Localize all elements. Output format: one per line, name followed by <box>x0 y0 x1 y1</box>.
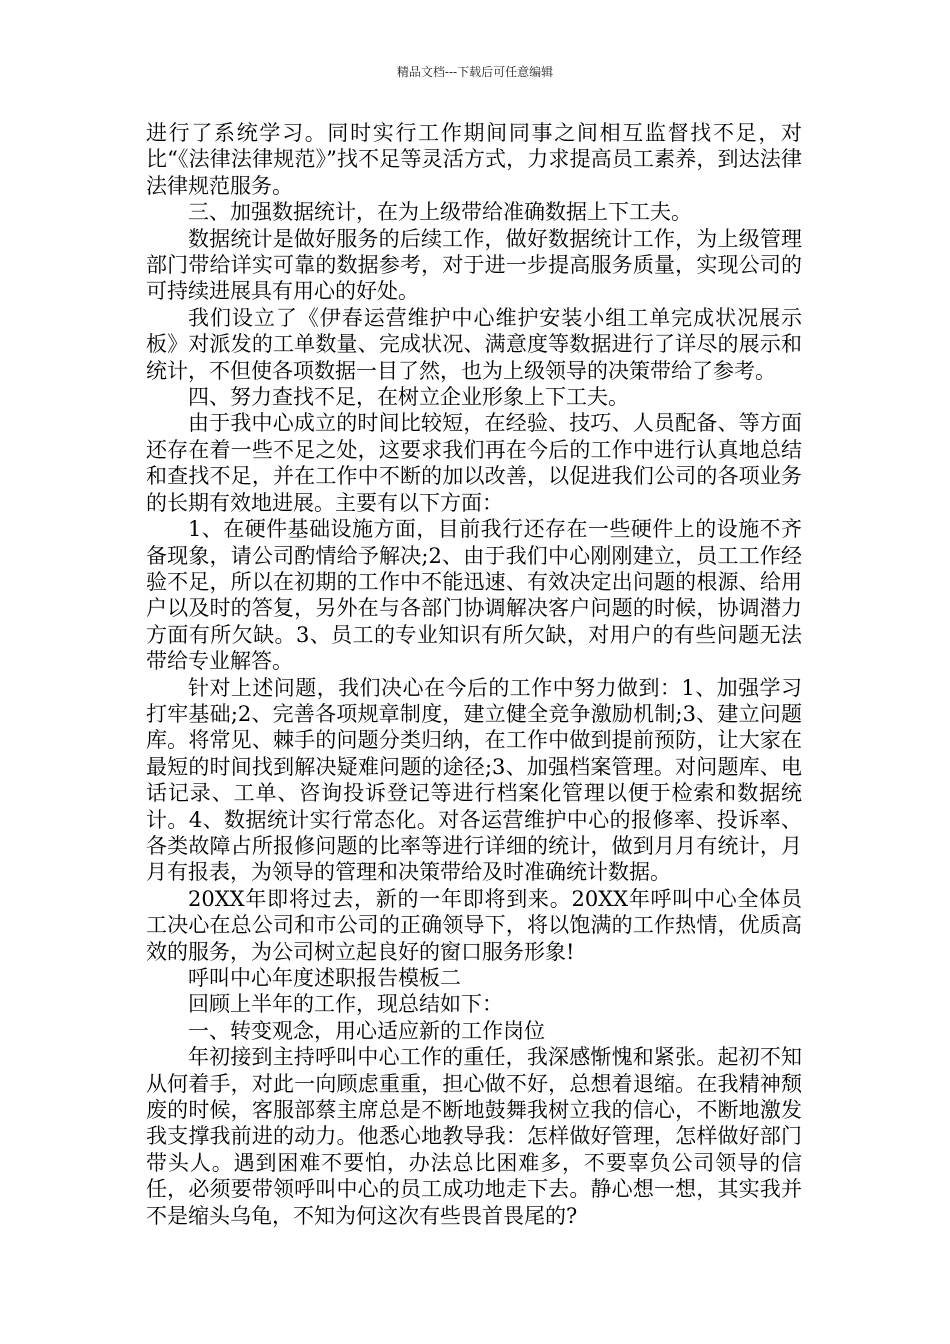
paragraph: 20XX年即将过去，新的一年即将到来。20XX年呼叫中心全体员工决心在总公司和市公司的正确领导下，将以饱满的工作热情，优质高效的服务，为公司树立起良好的窗口服务形象! <box>146 886 802 964</box>
paragraph: 由于我中心成立的时间比较短，在经验、技巧、人员配备、等方面还存在着一些不足之处，这要求我们再在今后的工作中进行认真地总结和查找不足，并在工作中不断的加以改善，以促进我们公司的各项业务的长期有效地进展。主要有以下方面： <box>146 411 802 515</box>
paragraph: 回顾上半年的工作，现总结如下： <box>188 992 503 1017</box>
paragraph: 1、在硬件基础设施方面，目前我行还存在一些硬件上的设施不齐备现象，请公司酌情给予解决;2、由于我们中心刚刚建立，员工工作经验不足，所以在初期的工作中不能迅速、有效决定出问题的根源、给用户以及时的答复，另外在与各部门协调解决客户问题的时候，协调潜力方面有所欠缺。3、员工的专业知识有所欠缺，对用户的有些问题无法带给专业解答。 <box>146 517 802 674</box>
paragraph: 数据统计是做好服务的后续工作，做好数据统计工作，为上级管理部门带给详实可靠的数据参考，对于进一步提高服务质量，实现公司的可持续进展具有用心的好处。 <box>146 226 802 304</box>
document-subtitle: 呼叫中心年度述职报告模板二 <box>188 966 461 990</box>
section-heading: 三、加强数据统计，在为上级带给准确数据上下工夫。 <box>188 200 692 225</box>
paragraph: 我们设立了《伊春运营维护中心维护安装小组工单完成状况展示板》对派发的工单数量、完成状况、满意度等数据进行了详尽的展示和统计，不但使各项数据一目了然，也为上级领导的决策带给了参考。 <box>146 305 802 383</box>
document-body <box>146 120 802 1229</box>
section-heading: 一、转变观念，用心适应新的工作岗位 <box>188 1018 545 1043</box>
paragraph: 年初接到主持呼叫中心工作的重任，我深感惭愧和紧张。起初不知从何着手，对此一向顾虑重重，担心做不好，总想着退缩。在我精神颓废的时候，客服部蔡主席总是不断地鼓舞我树立我的信心，不断地激发我支撑我前进的动力。他悉心地教导我：怎样做好管理，怎样做好部门带头人。遇到困难不要怕，办法总比困难多，不要辜负公司领导的信任，必须要带领呼叫中心的员工成功地走下去。静心想一想，其实我并不是缩头乌龟，不知为何这次有些畏首畏尾的? <box>146 1045 802 1228</box>
paragraph: 针对上述问题，我们决心在今后的工作中努力做到：1、加强学习打牢基础;2、完善各项规章制度，建立健全竞争激励机制;3、建立问题库。将常见、棘手的问题分类归纳，在工作中做到提前预防，让大家在最短的时间找到解决疑难问题的途径;3、加强档案管理。对问题库、电话记录、工单、咨询投诉登记等进行档案化管理以便于检索和数据统计。4、数据统计实行常态化。对各运营维护中心的报修率、投诉率、各类故障占所报修问题的比率等进行详细的统计，做到月月有统计，月月有报表，为领导的管理和决策带给及时准确统计数据。 <box>146 675 802 885</box>
section-heading: 四、努力查找不足，在树立企业形象上下工夫。 <box>188 385 629 410</box>
page-header: 精品文档---下载后可任意编辑 <box>396 65 554 79</box>
paragraph: 进行了系统学习。同时实行工作期间同事之间相互监督找不足，对比“《法律法律规范》”找不足等灵活方式，力求提高员工素养，到达法律法律规范服务。 <box>146 121 802 198</box>
